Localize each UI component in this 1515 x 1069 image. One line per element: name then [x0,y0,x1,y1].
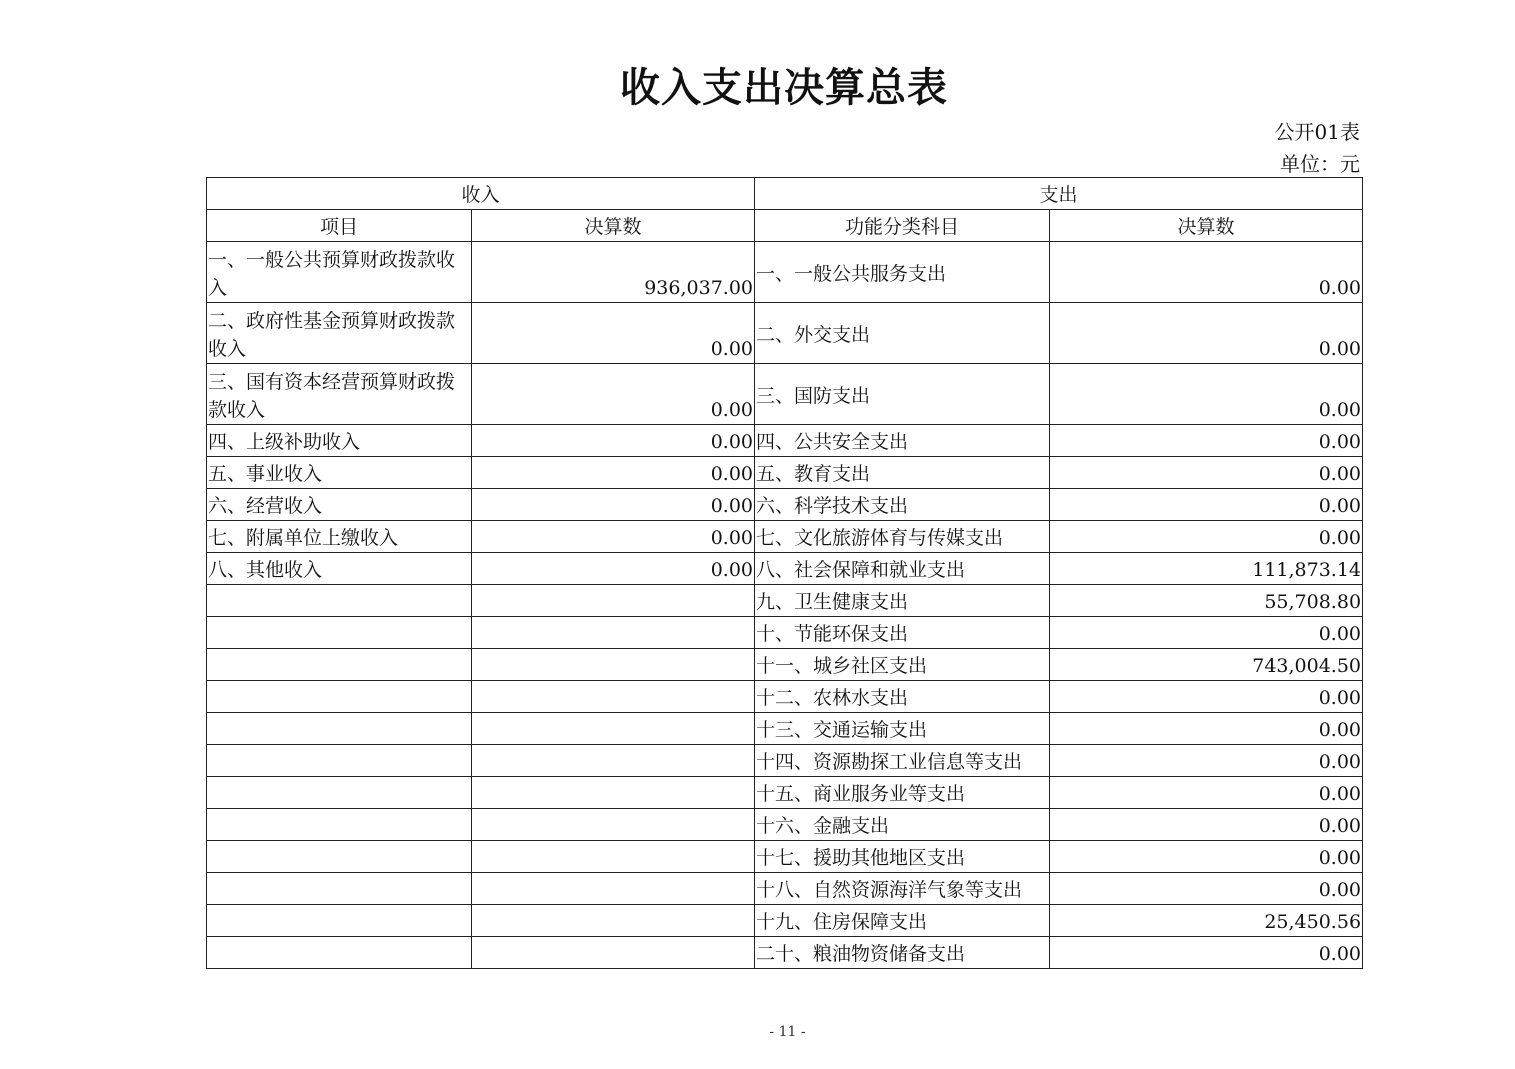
expense-item-cell: 十、节能环保支出 [755,617,1050,649]
expense-item-cell: 十五、商业服务业等支出 [755,777,1050,809]
income-amount-cell [472,937,755,969]
expense-amount-cell: 0.00 [1050,809,1363,841]
income-item-cell [207,617,472,649]
table-row [207,242,1363,303]
income-item-cell [207,841,472,873]
expense-amount-cell: 0.00 [1050,617,1363,649]
income-item-cell: 八、其他收入 [207,553,472,585]
income-item-cell [207,777,472,809]
income-item-cell [207,905,472,937]
income-item-cell [207,649,472,681]
expense-item-cell: 一、一般公共服务支出 [755,242,1050,303]
income-item-cell: 五、事业收入 [207,457,472,489]
income-amount-cell: 0.00 [472,521,755,553]
expense-item-cell: 三、国防支出 [755,364,1050,425]
expense-amount-cell: 25,450.56 [1050,905,1363,937]
column-header-row [207,210,1363,242]
table-row [207,553,1363,585]
income-item-cell [207,713,472,745]
table-row [207,905,1363,937]
table-row [207,713,1363,745]
table-row [207,937,1363,969]
income-item-cell [207,681,472,713]
expense-amount-cell: 0.00 [1050,841,1363,873]
table-row [207,649,1363,681]
income-amount-cell [472,905,755,937]
table-row [207,425,1363,457]
income-amount-cell [472,873,755,905]
expense-amount-cell: 55,708.80 [1050,585,1363,617]
income-amount-cell [472,617,755,649]
expense-amount-cell: 0.00 [1050,242,1363,303]
expense-item-cell: 四、公共安全支出 [755,425,1050,457]
table-row [207,489,1363,521]
expense-item-cell: 十一、城乡社区支出 [755,649,1050,681]
income-item-cell [207,745,472,777]
expense-item-cell: 二十、粮油物资储备支出 [755,937,1050,969]
expense-item-cell: 十三、交通运输支出 [755,713,1050,745]
expense-amount-cell: 0.00 [1050,489,1363,521]
income-item-cell [207,809,472,841]
expense-amount-header: 决算数 [1050,210,1363,242]
section-header-row [207,178,1363,210]
income-amount-cell [472,841,755,873]
income-item-cell: 二、政府性基金预算财政拨款收入 [207,303,472,364]
income-amount-cell [472,809,755,841]
expense-item-cell: 六、科学技术支出 [755,489,1050,521]
income-amount-cell: 0.00 [472,489,755,521]
expense-item-cell: 十九、住房保障支出 [755,905,1050,937]
table-row [207,617,1363,649]
expense-amount-cell: 0.00 [1050,457,1363,489]
expense-amount-cell: 0.00 [1050,521,1363,553]
expense-item-cell: 十二、农林水支出 [755,681,1050,713]
income-item-cell: 三、国有资本经营预算财政拨款收入 [207,364,472,425]
expense-item-cell: 八、社会保障和就业支出 [755,553,1050,585]
income-amount-cell [472,777,755,809]
expense-amount-cell: 0.00 [1050,937,1363,969]
expense-item-cell: 二、外交支出 [755,303,1050,364]
expense-section-header: 支出 [755,178,1363,210]
income-amount-cell [472,585,755,617]
income-item-cell: 四、上级补助收入 [207,425,472,457]
expense-amount-cell: 0.00 [1050,745,1363,777]
expense-item-cell: 九、卫生健康支出 [755,585,1050,617]
income-amount-cell: 0.00 [472,553,755,585]
form-code: 公开01表 [1274,120,1360,144]
income-amount-cell [472,713,755,745]
income-section-header: 收入 [207,178,755,210]
income-expense-table [206,177,1363,969]
income-amount-cell: 0.00 [472,425,755,457]
expense-item-cell: 十六、金融支出 [755,809,1050,841]
income-item-cell [207,937,472,969]
table-row [207,841,1363,873]
income-amount-cell [472,745,755,777]
income-item-cell: 七、附属单位上缴收入 [207,521,472,553]
expense-amount-cell: 0.00 [1050,873,1363,905]
page-title: 收入支出决算总表 [620,64,948,111]
expense-amount-cell: 0.00 [1050,303,1363,364]
page-number: - 11 - [769,1024,806,1040]
income-amount-cell: 0.00 [472,457,755,489]
table-row [207,521,1363,553]
expense-item-header: 功能分类科目 [755,210,1050,242]
table-row [207,364,1363,425]
table-row [207,457,1363,489]
income-item-cell: 六、经营收入 [207,489,472,521]
income-amount-cell: 936,037.00 [472,242,755,303]
income-amount-cell: 0.00 [472,303,755,364]
expense-amount-cell: 0.00 [1050,777,1363,809]
expense-item-cell: 五、教育支出 [755,457,1050,489]
unit-label: 单位：元 [1280,152,1360,176]
expense-amount-cell: 111,873.14 [1050,553,1363,585]
table-row [207,809,1363,841]
table-row [207,681,1363,713]
income-amount-cell: 0.00 [472,364,755,425]
expense-item-cell: 十七、援助其他地区支出 [755,841,1050,873]
expense-amount-cell: 0.00 [1050,681,1363,713]
table-row [207,303,1363,364]
expense-amount-cell: 0.00 [1050,425,1363,457]
expense-item-cell: 十四、资源勘探工业信息等支出 [755,745,1050,777]
income-item-cell: 一、一般公共预算财政拨款收入 [207,242,472,303]
income-amount-cell [472,681,755,713]
income-item-cell [207,585,472,617]
table-row [207,585,1363,617]
table-row [207,873,1363,905]
income-amount-header: 决算数 [472,210,755,242]
income-item-cell [207,873,472,905]
expense-amount-cell: 743,004.50 [1050,649,1363,681]
expense-item-cell: 十八、自然资源海洋气象等支出 [755,873,1050,905]
income-item-header: 项目 [207,210,472,242]
expense-item-cell: 七、文化旅游体育与传媒支出 [755,521,1050,553]
table-row [207,745,1363,777]
table-row [207,777,1363,809]
income-amount-cell [472,649,755,681]
expense-amount-cell: 0.00 [1050,364,1363,425]
expense-amount-cell: 0.00 [1050,713,1363,745]
